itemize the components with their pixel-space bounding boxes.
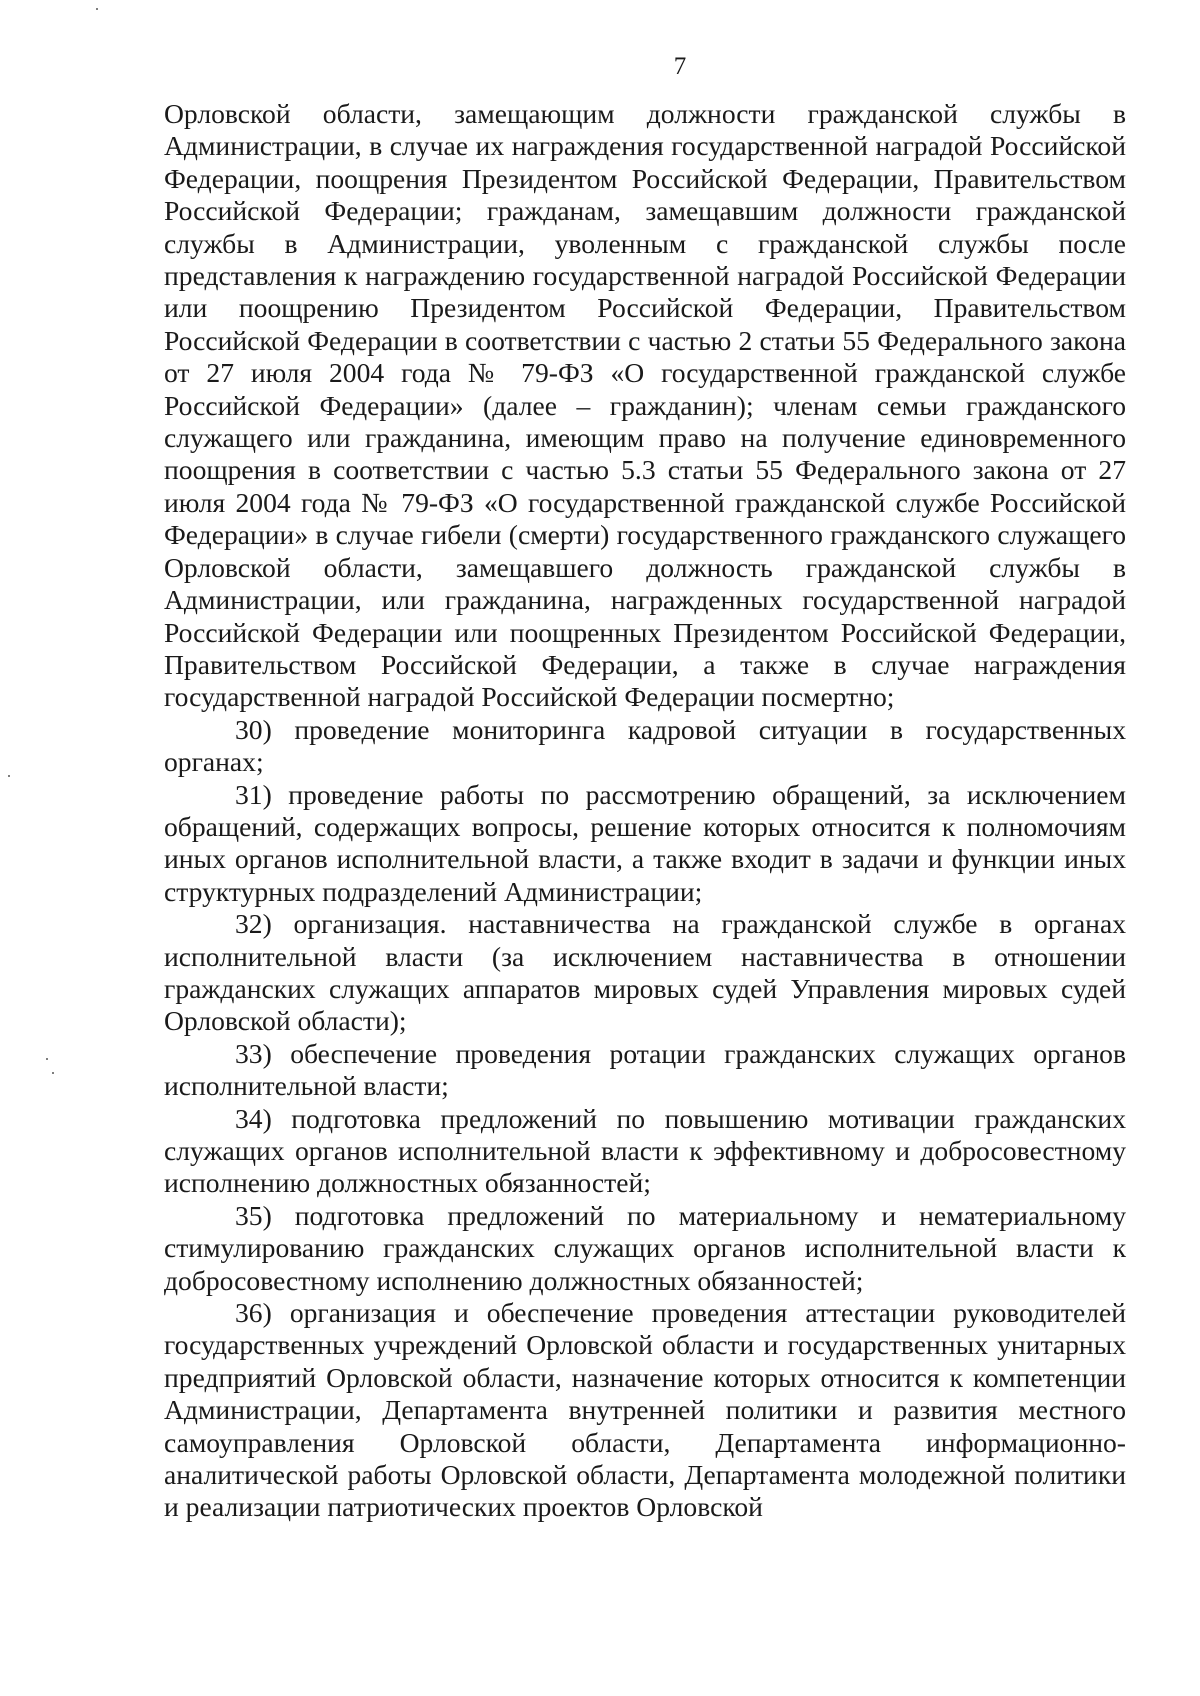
list-item-35: 35) подготовка предложений по материальному и нематериальному стимулированию гражданских служащих органов исполнительной власти к добросовестному исполнению должностных обязанностей; [164,1199,1126,1296]
list-item-34: 34) подготовка предложений по повышению мотивации гражданских служащих органов исполнительной власти к эффективному и добросовестному исполнению должностных обязанностей; [164,1102,1126,1199]
list-item-32: 32) организация. наставничества на гражданской службе в органах исполнительной власти (за исключением наставничества в отношении гражданских служащих аппаратов мировых судей Управления мировых судей Орловской области); [164,908,1126,1037]
document-body [164,98,1126,1524]
list-item-36: 36) организация и обеспечение проведения аттестации руководителей государственных учреждений Орловской области и государственных унитарных предприятий Орловской области, назначение которых относится к компетенции Администрации, Департамента внутренней политики и развития местного самоуправления Орловской области, Департамента информационно-аналитической работы Орловской области, Департамента молодежной политики и реализации патриотических проектов Орловской [164,1297,1126,1523]
paragraph-continuation: Орловской области, замещающим должности гражданской службы в Администрации, в случае их награждения государственной наградой Российской Федерации, поощрения Президентом Российской Федерации, Правительством Российской Федерации; гражданам, замещавшим должности гражданской службы в Администрации, уволенным с гражданской службы после представления к награждению государственной наградой Российской Федерации или поощрению Президентом Российской Федерации, Правительством Российской Федерации в соответствии с частью 2 статьи 55 Федерального закона от 27 июля 2004 года № 79-ФЗ «О государственной гражданской службе Российской Федерации» (далее – гражданин); членам семьи гражданского служащего или гражданина, имеющим право на получение единовременного поощрения в соответствии с частью 5.3 статьи 55 Федерального закона от 27 июля 2004 года № 79-ФЗ «О государственной гражданской службе Российской Федерации» в случае гибели (смерти) государственного гражданского служащего Орловской области, замещавшего должность гражданской службы в Администрации, или гражданина, награжденных государственной наградой Российской Федерации или поощренных Президентом Российской Федерации, Правительством Российской Федерации, а также в случае награждения государственной наградой Российской Федерации посмертно; [164,98,1126,713]
scan-speck [8,775,10,777]
list-item-30: 30) проведение мониторинга кадровой ситуации в государственных органах; [164,713,1126,778]
scan-speck [52,1072,54,1074]
page-number: 7 [673,53,687,80]
scan-speck [96,8,98,10]
scan-speck [46,1058,48,1060]
list-item-33: 33) обеспечение проведения ротации гражданских служащих органов исполнительной власти; [164,1037,1126,1102]
list-item-31: 31) проведение работы по рассмотрению обращений, за исключением обращений, содержащих вопросы, решение которых относится к полномочиям иных органов исполнительной власти, а также входит в задачи и функции иных структурных подразделений Администрации; [164,778,1126,907]
